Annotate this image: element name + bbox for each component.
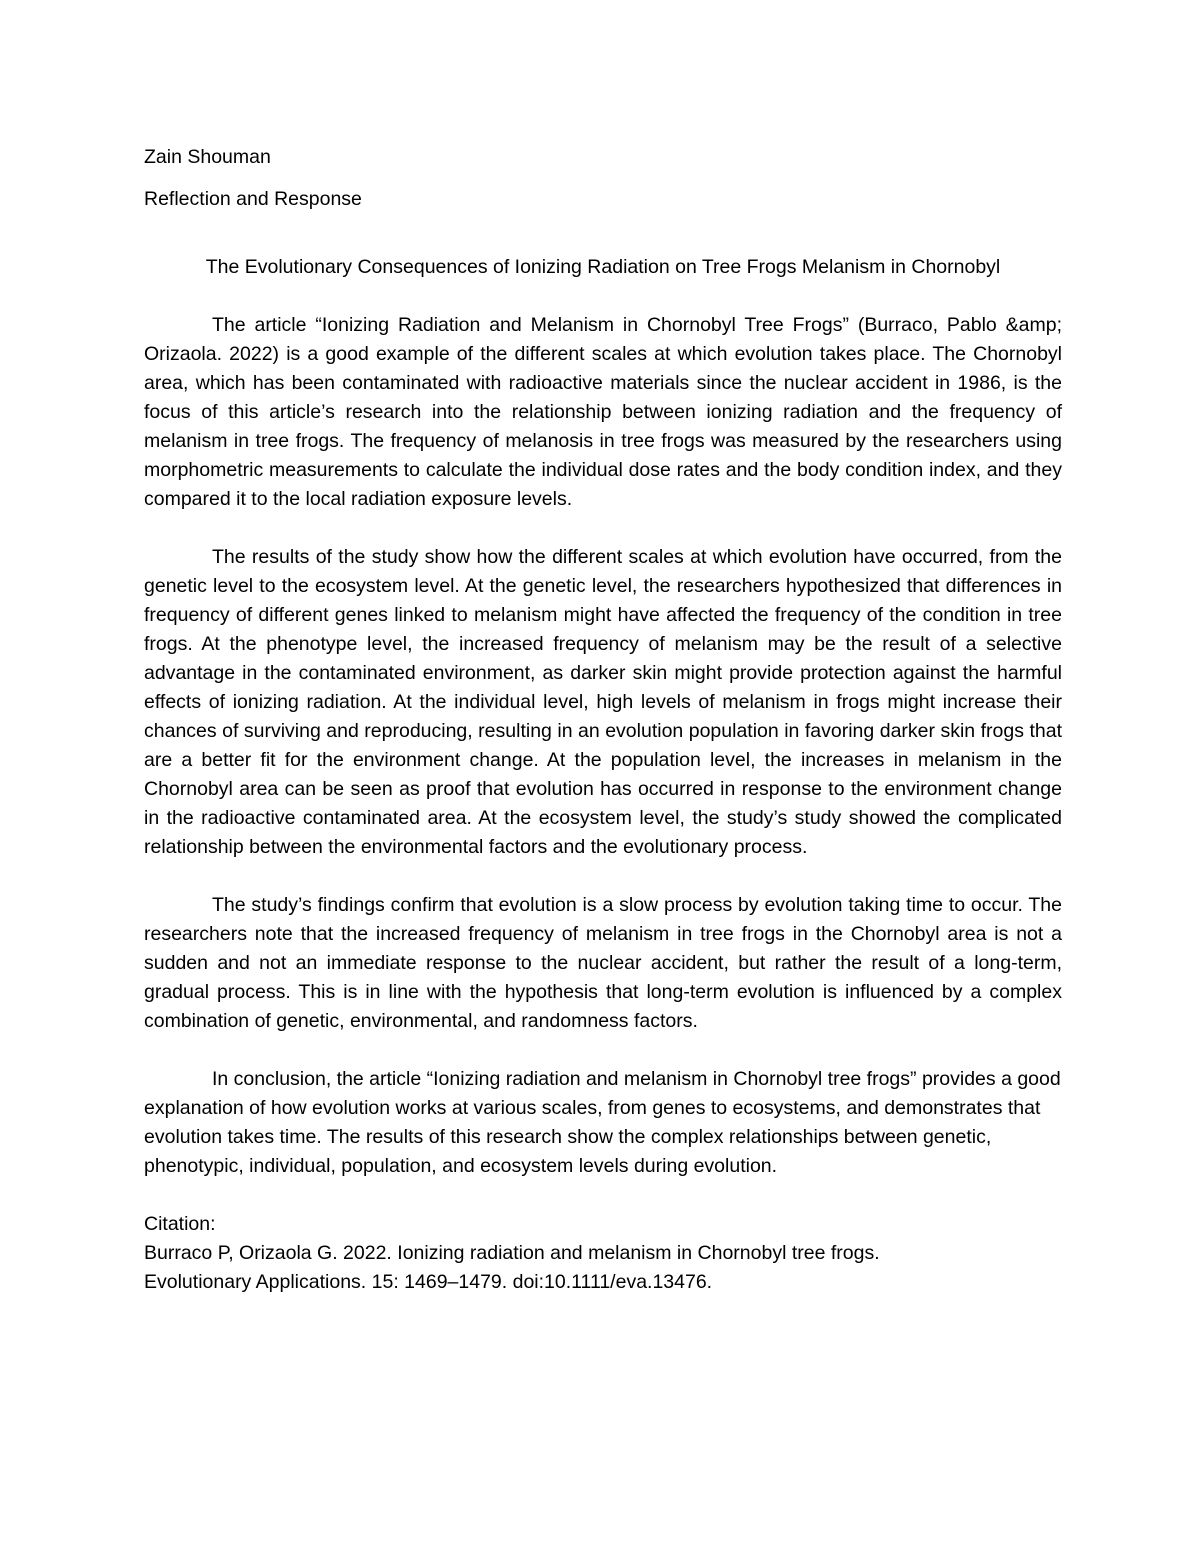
paragraph-results: The results of the study show how the different scales at which evolution have occurred, from the genetic level to the ecosystem level. At the genetic level, the researchers hypothesized that differences in frequency of different genes linked to melanism might have affected the frequency of the condition in tree frogs. At the phenotype level, the increased frequency of melanism may be the result of a selective advantage in the contaminated environment, as darker skin might provide protection against the harmful effects of ionizing radiation. At the individual level, high levels of melanism in frogs might increase their chances of surviving and reproducing, resulting in an evolution population in favoring darker skin frogs that are a better fit for the environment change. At the population level, the increases in melanism in the Chornobyl area can be seen as proof that evolution has occurred in response to the environment change in the radioactive contaminated area. At the ecosystem level, the study’s study showed the complicated relationship between the environmental factors and the evolutionary process. [144,546,1062,858]
document-body [144,143,1062,1297]
paragraph-conclusion: In conclusion, the article “Ionizing radiation and melanism in Chornobyl tree frogs” provides a good explanation of how evolution works at various scales, from genes to ecosystems, and demonstrates that evolution takes time. The results of this research show the complex relationships between genetic, phenotypic, individual, population, and ecosystem levels during evolution. [144,1068,1061,1177]
document-title: The Evolutionary Consequences of Ionizing Radiation on Tree Frogs Melanism in Chornobyl [205,256,1001,278]
citation-label: Citation: [144,1213,216,1235]
paragraph-intro: The article “Ionizing Radiation and Melanism in Chornobyl Tree Frogs” (Burraco, Pablo &amp; Orizaola. 2022) is a good example of the different scales at which evolution takes place. The Chornobyl area, which has been contaminated with radioactive materials since the nuclear accident in 1986, is the focus of this article’s research into the relationship between ionizing radiation and the frequency of melanism in tree frogs. The frequency of melanosis in tree frogs was measured by the researchers using morphometric measurements to calculate the individual dose rates and the body condition index, and they compared it to the local radiation exposure levels. [144,314,1062,510]
author-name: Zain Shouman [144,146,271,168]
paragraph-findings: The study’s findings confirm that evolution is a slow process by evolution taking time to occur. The researchers note that the increased frequency of melanism in tree frogs in the Chornobyl area is not a sudden and not an immediate response to the nuclear accident, but rather the result of a long-term, gradual process. This is in line with the hypothesis that long-term evolution is influenced by a complex combination of genetic, environmental, and randomness factors. [144,894,1062,1032]
citation-line-1: Burraco P, Orizaola G. 2022. Ionizing radiation and melanism in Chornobyl tree frogs. [144,1242,880,1264]
citation-line-2: Evolutionary Applications. 15: 1469–1479. doi:10.1111/eva.13476. [144,1271,713,1293]
course-label: Reflection and Response [144,188,362,210]
citation-block [144,1210,1062,1297]
